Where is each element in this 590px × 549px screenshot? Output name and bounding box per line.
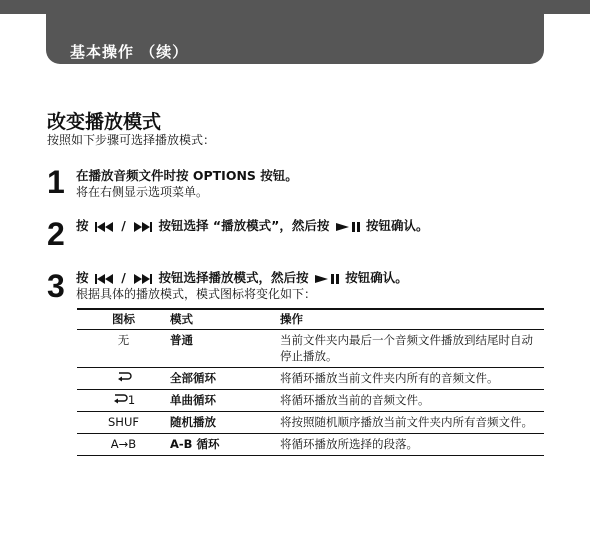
step-text-part: 按钮选择 “播放模式”，然后按 <box>158 218 330 233</box>
step-text-part: 按钮确认。 <box>345 270 408 285</box>
header-tab <box>46 14 544 64</box>
step-number: 1 <box>47 164 65 200</box>
repeat-one-label: 1 <box>127 393 136 407</box>
step-text-part: 按钮选择播放模式，然后按 <box>158 270 309 285</box>
mode-name-cell: 随机播放 <box>170 412 280 434</box>
step-text-part: / <box>121 270 126 285</box>
section-intro: 按照如下步骤可选择播放模式： <box>47 133 216 147</box>
mode-icon-cell: A→B <box>77 434 170 456</box>
step-text <box>76 268 408 286</box>
play-pause-icon <box>315 274 339 284</box>
repeat-icon <box>116 372 132 382</box>
mode-name-cell: 单曲循环 <box>170 390 280 412</box>
table-row <box>77 434 544 456</box>
step-text-part: 按 <box>76 270 89 285</box>
mode-name-cell: 普通 <box>170 330 280 368</box>
column-header-action: 操作 <box>280 309 544 330</box>
mode-icon-cell <box>77 390 170 412</box>
table-row <box>77 412 544 434</box>
mode-action-cell: 将循环播放当前文件夹内所有的音频文件。 <box>280 368 544 390</box>
mode-name-cell: A-B 循环 <box>170 434 280 456</box>
step-number: 2 <box>47 216 65 252</box>
mode-action-cell: 将循环播放所选择的段落。 <box>280 434 544 456</box>
skip-forward-icon <box>132 222 152 232</box>
table-row <box>77 330 544 368</box>
mode-icon-cell: 无 <box>77 330 170 368</box>
mode-action-cell: 将按照随机顺序播放当前文件夹内所有音频文件。 <box>280 412 544 434</box>
mode-icon-cell: SHUF <box>77 412 170 434</box>
step-text-part: 按 <box>76 218 89 233</box>
step-number: 3 <box>47 268 65 304</box>
step-text <box>76 216 429 234</box>
mode-name-cell: 全部循环 <box>170 368 280 390</box>
top-bar <box>0 0 590 14</box>
header-title: 基本操作 （续） <box>70 43 189 61</box>
table-row <box>77 390 544 412</box>
repeat-icon <box>112 394 128 404</box>
step-text-part: / <box>121 218 126 233</box>
column-header-icon: 图标 <box>77 309 170 330</box>
step-text: 在播放音频文件时按 OPTIONS 按钮。 <box>76 168 298 183</box>
table-header-row <box>77 309 544 330</box>
column-header-mode: 模式 <box>170 309 280 330</box>
mode-action-cell: 当前文件夹内最后一个音频文件播放到结尾时自动停止播放。 <box>280 330 544 368</box>
step-sub: 根据具体的播放模式，模式图标将变化如下： <box>76 287 317 301</box>
skip-back-icon <box>95 222 115 232</box>
play-mode-table <box>77 308 544 456</box>
skip-forward-icon <box>132 274 152 284</box>
mode-icon-cell <box>77 368 170 390</box>
step-sub: 将在右侧显示选项菜单。 <box>76 185 209 199</box>
mode-action-cell: 将循环播放当前的音频文件。 <box>280 390 544 412</box>
play-pause-icon <box>336 222 360 232</box>
section-heading: 改变播放模式 <box>47 111 162 133</box>
table-row <box>77 368 544 390</box>
step-text-part: 按钮确认。 <box>366 218 429 233</box>
skip-back-icon <box>95 274 115 284</box>
